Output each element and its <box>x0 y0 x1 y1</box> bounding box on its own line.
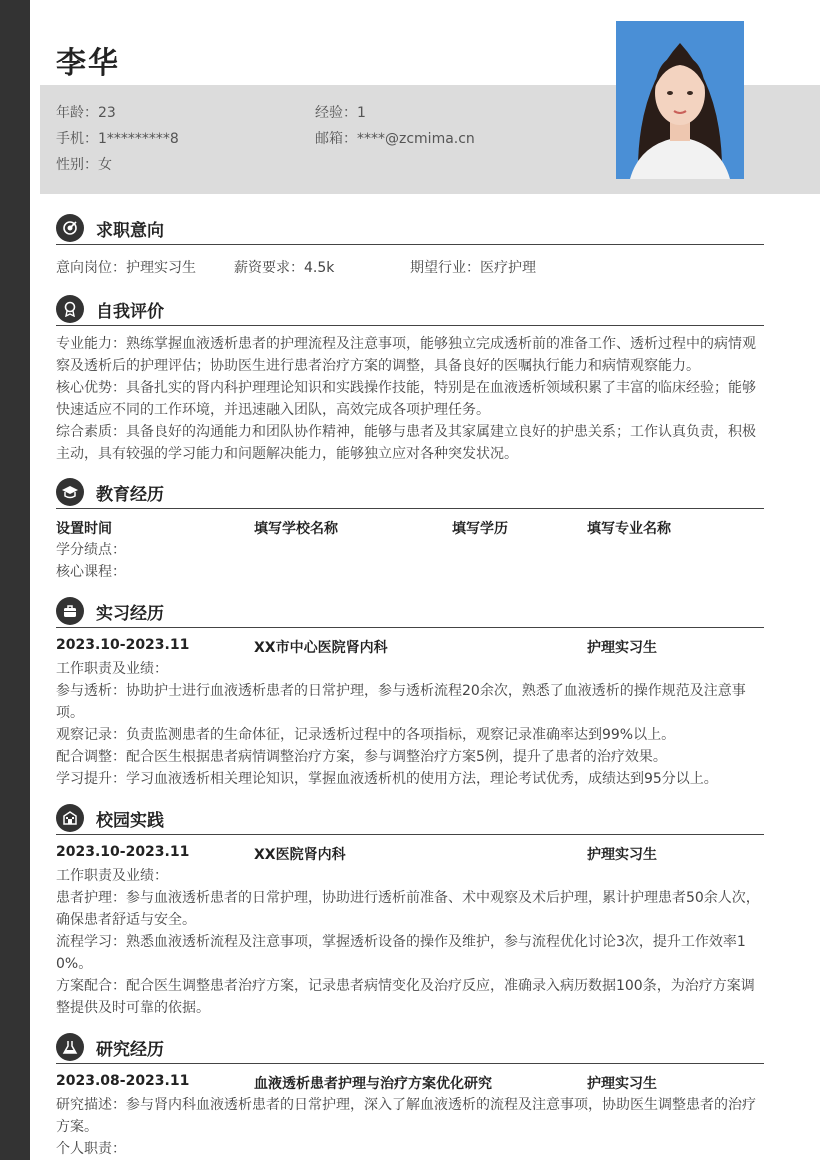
section-campus-practice <box>56 804 764 1019</box>
text-line: 研究描述：参与肾内科血液透析患者的日常护理，深入了解血液透析的流程及注意事项，协助医生调整患者的治疗 <box>56 1097 756 1113</box>
profile-photo <box>616 21 744 179</box>
section-header <box>56 804 764 835</box>
info-phone: 手机：1*********8 <box>56 131 179 147</box>
education-row <box>56 515 764 539</box>
text-line: 主动，具有较强的学习能力和问题解决能力，能够独立应对各种突发状况。 <box>56 446 518 462</box>
internship-role: 护理实习生 <box>587 640 657 656</box>
section-header <box>56 295 764 326</box>
section-title: 求职意向 <box>96 221 164 241</box>
research-role: 护理实习生 <box>587 1076 657 1092</box>
text-line: 配合调整：配合医生根据患者病情调整治疗方案，参与调整治疗方案5例，提升了患者的治疗效果。 <box>56 749 667 765</box>
section-title: 校园实践 <box>96 811 164 831</box>
text-line: 参与透析：协助护士进行血液透析患者的日常护理，参与透析流程20余次，熟悉了血液透析的操作规范及注意事 <box>56 683 746 699</box>
briefcase-icon <box>56 597 84 625</box>
text-line: 工作职责及业绩： <box>56 868 168 884</box>
text-line: 项。 <box>56 705 84 721</box>
education-gpa: 学分绩点： <box>56 542 126 558</box>
intent-salary: 薪资要求：4.5k <box>234 260 335 276</box>
text-line: 整提供及时可靠的依据。 <box>56 1000 210 1016</box>
text-line: 确保患者舒适与安全。 <box>56 912 196 928</box>
left-sidebar-bar <box>0 0 30 1160</box>
text-line: 学习提升：学习血液透析相关理论知识，掌握血液透析机的使用方法，理论考试优秀，成绩达到95分以上。 <box>56 771 718 787</box>
text-line: 核心优势：具备扎实的肾内科护理理论知识和实践操作技能，特别是在血液透析领域积累了丰富的临床经验；能够 <box>56 380 756 396</box>
section-header <box>56 597 764 628</box>
campus-role: 护理实习生 <box>587 847 657 863</box>
text-line: 察及透析后的护理评估；协助医生进行患者治疗方案的调整，具备良好的医嘱执行能力和病情观察能力。 <box>56 358 700 374</box>
text-line: 0%。 <box>56 956 93 972</box>
section-education <box>56 478 764 583</box>
campus-org: XX医院肾内科 <box>254 847 346 863</box>
text-line: 患者护理：参与血液透析患者的日常护理，协助进行透析前准备、术中观察及术后护理，累计护理患者50余人次， <box>56 890 760 906</box>
section-header <box>56 1033 764 1064</box>
education-time: 设置时间 <box>56 521 112 537</box>
education-school: 填写学校名称 <box>254 521 338 537</box>
target-icon <box>56 214 84 242</box>
info-age: 年龄：23 <box>56 105 116 121</box>
section-internship <box>56 597 764 790</box>
internship-row <box>56 634 764 658</box>
campus-row <box>56 841 764 865</box>
text-line: 快速适应不同的工作环境，并迅速融入团队，高效完成各项护理任务。 <box>56 402 490 418</box>
research-time: 2023.08-2023.11 <box>56 1073 190 1089</box>
campus-time: 2023.10-2023.11 <box>56 844 190 860</box>
research-project: 血液透析患者护理与治疗方案优化研究 <box>254 1076 492 1092</box>
section-title: 实习经历 <box>96 604 164 624</box>
portrait-illustration <box>616 21 744 179</box>
text-line: 专业能力：熟练掌握血液透析患者的护理流程及注意事项，能够独立完成透析前的准备工作、透析过程中的病情观 <box>56 336 756 352</box>
section-title: 教育经历 <box>96 485 164 505</box>
section-title: 研究经历 <box>96 1040 164 1060</box>
education-courses: 核心课程： <box>56 564 126 580</box>
text-line: 工作职责及业绩： <box>56 661 168 677</box>
graduation-cap-icon <box>56 478 84 506</box>
section-job-intent <box>56 214 764 275</box>
intent-industry: 期望行业：医疗护理 <box>410 260 536 276</box>
text-line: 观察记录：负责监测患者的生命体征，记录透析过程中的各项指标，观察记录准确率达到99%以上。 <box>56 727 676 743</box>
text-line: 方案。 <box>56 1119 98 1135</box>
info-email: 邮箱：****@zcmima.cn <box>315 131 475 147</box>
text-line: 方案配合：配合医生调整患者治疗方案，记录患者病情变化及治疗反应，准确录入病历数据100条，为治疗方案调 <box>56 978 755 994</box>
research-row <box>56 1070 764 1094</box>
text-line: 综合素质：具备良好的沟通能力和团队协作精神，能够与患者及其家属建立良好的护患关系；工作认真负责，积极 <box>56 424 756 440</box>
candidate-name: 李华 <box>56 46 120 81</box>
section-header <box>56 214 764 245</box>
internship-time: 2023.10-2023.11 <box>56 637 190 653</box>
internship-org: XX市中心医院肾内科 <box>254 640 388 656</box>
flask-icon <box>56 1033 84 1061</box>
text-line: 流程学习：熟悉血液透析流程及注意事项，掌握透析设备的操作及维护，参与流程优化讨论3次，提升工作效率1 <box>56 934 746 950</box>
intent-position: 意向岗位：护理实习生 <box>56 260 196 276</box>
text-line: 个人职责： <box>56 1141 126 1157</box>
section-research <box>56 1033 764 1160</box>
section-title: 自我评价 <box>96 302 164 322</box>
info-experience: 经验：1 <box>315 105 366 121</box>
info-gender: 性别：女 <box>56 157 112 173</box>
building-icon <box>56 804 84 832</box>
education-degree: 填写学历 <box>452 521 508 537</box>
education-major: 填写专业名称 <box>587 521 671 537</box>
section-header <box>56 478 764 509</box>
section-self-evaluation <box>56 295 764 465</box>
badge-icon <box>56 295 84 323</box>
